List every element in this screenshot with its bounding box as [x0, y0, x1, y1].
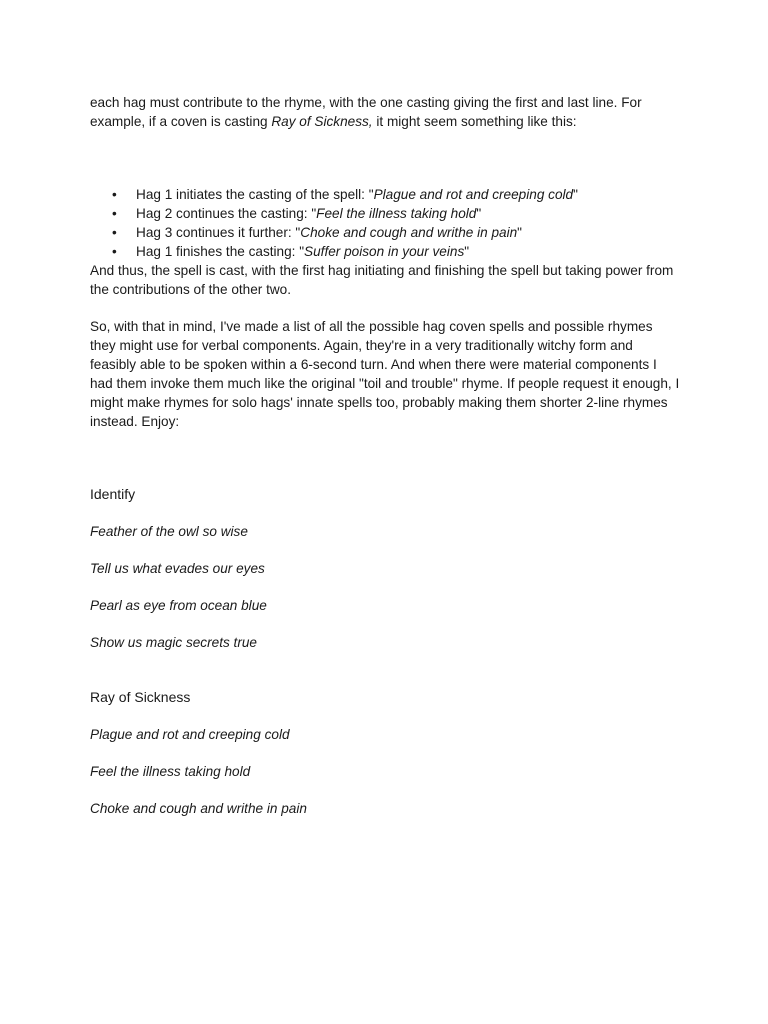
bullet-icon: •	[112, 187, 117, 202]
list-item	[90, 185, 680, 204]
section-heading: Identify	[90, 486, 136, 502]
rhyme-line: Choke and cough and writhe in pain	[90, 801, 307, 816]
casting-steps-list	[90, 185, 680, 261]
bullet-quote: Feel the illness taking hold	[316, 206, 477, 221]
bullet-quote: Suffer poison in your veins	[304, 244, 465, 259]
rhyme-line: Pearl as eye from ocean blue	[90, 598, 267, 613]
bullet-lead: Hag 3 continues it further: "	[136, 225, 301, 240]
bullet-tail: "	[517, 225, 522, 240]
section-heading: Ray of Sickness	[90, 689, 191, 705]
bullet-icon: •	[112, 225, 117, 240]
spell-section-identify	[90, 485, 680, 652]
bullet-quote: Choke and cough and writhe in pain	[300, 225, 518, 240]
bullet-icon: •	[112, 244, 117, 259]
rhyme-line: Feather of the owl so wise	[90, 524, 248, 539]
rhyme-line: Feel the illness taking hold	[90, 764, 251, 779]
document-page	[90, 93, 680, 854]
bullet-tail: "	[464, 244, 470, 259]
intro-text-b: it might seem something like this:	[372, 114, 577, 129]
bullet-quote: Plague and rot and creeping cold	[373, 187, 574, 202]
bullet-icon: •	[112, 206, 117, 221]
bullet-tail: "	[476, 206, 482, 221]
body-paragraph: And thus, the spell is cast, with the first hag initiating and finishing the spell but taking power from the contributions of the other two.	[90, 263, 674, 297]
intro-text-a: each hag must contribute to the rhyme, with the one casting giving the first and last line. For example, if a coven is casting	[90, 95, 642, 129]
body-paragraph: So, with that in mind, I've made a list of all the possible hag coven spells and possible rhymes they might use for verbal components. Again, they're in a very traditionally witchy form and feasibly able to be spoken within a 6-second turn. And when there were material components I had them invoke them much like the original "toil and trouble" rhyme. If people request it enough, I might make rhymes for solo hags' innate spells too, probably making them shorter 2-line rhymes instead. Enjoy:	[90, 319, 680, 429]
rhyme-line: Plague and rot and creeping cold	[90, 727, 290, 742]
intro-paragraph	[90, 93, 680, 131]
bullet-lead: Hag 2 continues the casting: "	[136, 206, 317, 221]
spell-section-ray-of-sickness	[90, 688, 680, 818]
rhyme-line: Show us magic secrets true	[90, 635, 257, 650]
bullet-lead: Hag 1 initiates the casting of the spell: "	[136, 187, 374, 202]
bullet-lead: Hag 1 finishes the casting: "	[136, 244, 305, 259]
rhyme-line: Tell us what evades our eyes	[90, 561, 265, 576]
list-item	[90, 223, 680, 242]
bullet-tail: "	[573, 187, 578, 202]
list-item	[90, 242, 680, 261]
list-item	[90, 204, 680, 223]
intro-spell-reference: Ray of Sickness,	[271, 114, 373, 129]
